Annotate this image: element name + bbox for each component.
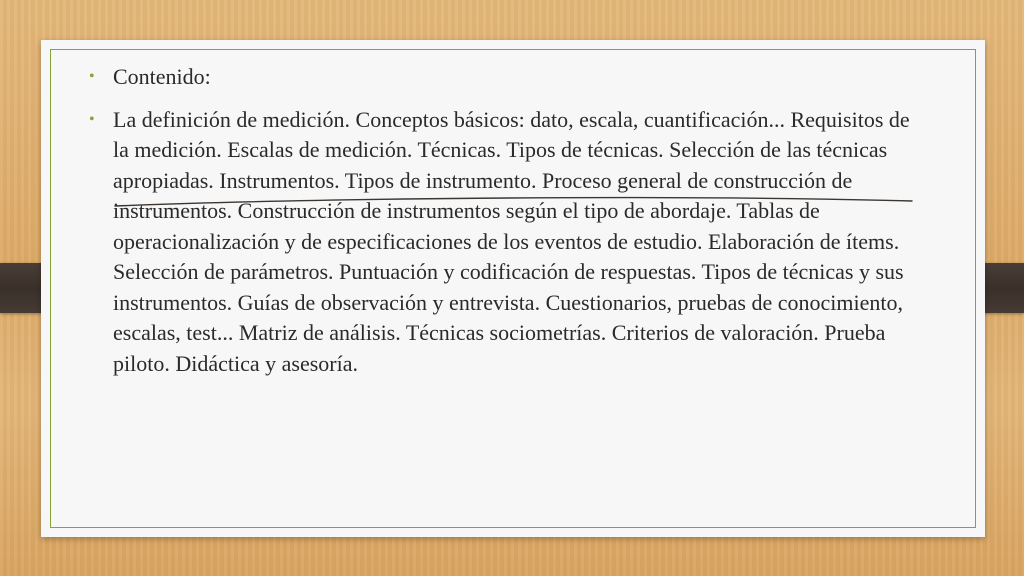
slide-paper (41, 40, 985, 537)
bullet-dot-icon: • (89, 68, 95, 85)
bullet-item-contenido (89, 62, 929, 93)
bullet-dot-icon: • (89, 110, 95, 128)
bullet-item-topics (89, 105, 929, 380)
bullet-text: Contenido: (113, 64, 211, 89)
bullet-text: La definición de medición. Conceptos básicos: dato, escala, cuantificación... Requisitos de la medición. Escalas de medición. Técnicas. Tipos de técnicas. Selección de las técnicas apropiadas. Instrumentos. Tipos de instrumento. Proceso general de construcción de instrumentos. Construcción de instrumentos según el tipo de abordaje. Tablas de operacionalización y de especificaciones de los eventos de estudio. Elaboración de ítems. Selección de parámetros. Puntuación y codificación de respuestas. Tipos de técnicas y sus instrumentos. Guías de observación y entrevista. Cuestionarios, pruebas de conocimiento, escalas, test... Matriz de análisis. Técnicas sociometrías. Criterios de valoración. Prueba piloto. Didáctica y asesoría. (113, 106, 910, 376)
slide-content (89, 62, 929, 379)
